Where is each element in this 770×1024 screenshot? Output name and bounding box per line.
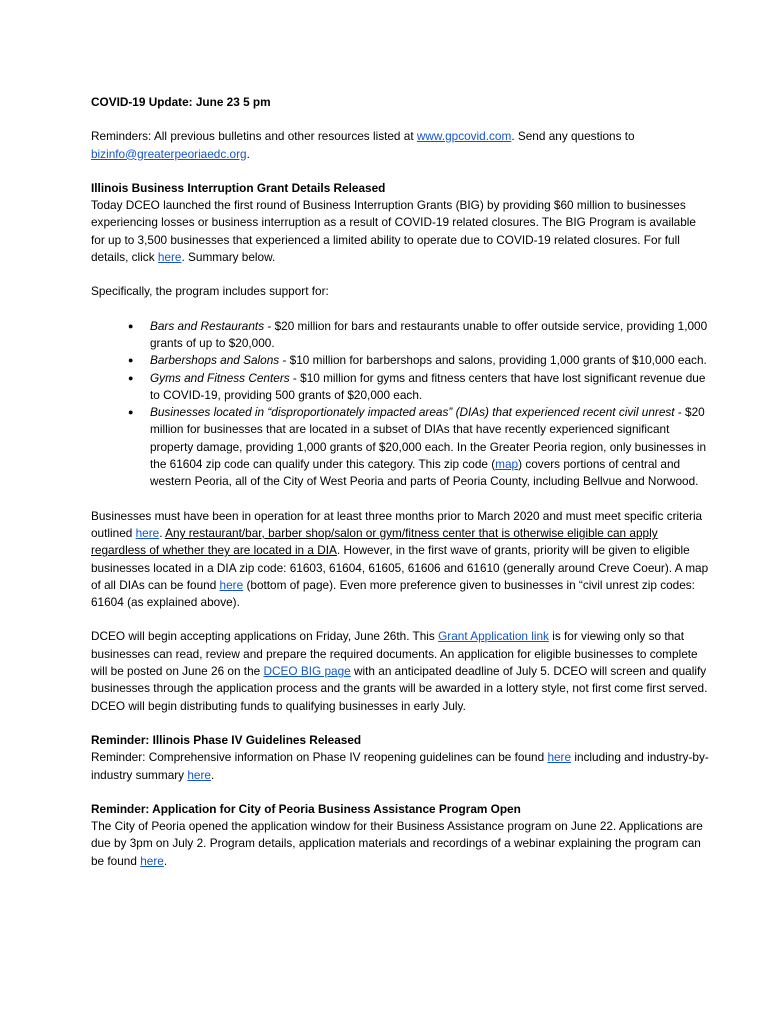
peoria-heading: Reminder: Application for City of Peoria Business Assistance Program Open [91,801,521,816]
big-body-text: Today DCEO launched the first round of Business Interruption Grants (BIG) by providing $60 million to businesses experiencing losses or business interruption as a result of COVID-19 related closures. The BIG Program is available for up to 3,500 businesses that experienced a limited ability to operate due to COVID-19 related closures. For full details, click [91,198,696,265]
eligibility-underlined: Any restaurant/bar, barber shop/salon or gym/fitness center that is otherwise eligible can apply regardless of whether they are located in a DIA [91,525,658,558]
zip-map-link[interactable]: map [495,457,519,472]
phase4-section [91,732,710,784]
applications-paragraph [91,628,710,714]
peoria-text-2: . [163,853,168,868]
eligibility-text-2: . [159,525,166,540]
industry-summary-link[interactable]: here [187,767,211,782]
eligibility-text-4: (bottom of page). Even more preference given to businesses in “civil unrest zip codes: 61604 (as explained above). [91,577,695,610]
phase4-text-2: including and industry-by-industry summary [91,750,709,782]
big-tail-text: . Summary below. [181,250,276,265]
eligibility-text-1: Businesses must have been in operation for at least three months prior to March 2020 and must meet specific criteria outlined [91,508,703,540]
list-item [150,352,710,369]
bullet-text: - $20 million for businesses that are located in a subset of DIAs that have recently experienced significant property damage, providing 1,000 grants of $20,000 each. In the Greater Peoria region, only businesses in the 61604 zip code can qualify under this category. This zip code ( [150,405,707,472]
applications-text-2: is for viewing only so that businesses can read, review and prepare the required documents. An application for eligible businesses to complete will be posted on June 26 on the [91,629,698,679]
eligibility-text-3: . However, in the first wave of grants, priority will be given to eligible businesses located in a DIA zip code: 61603, 61604, 61605, 61606 and 61610 (generally around Creve Coeur). A map of all DIAs can be found [91,543,709,592]
list-item [150,370,710,405]
list-item [150,404,710,490]
bullet-tail: ) covers portions of central and western Peoria, all of the City of West Peoria and parts of Peoria County, including Bellvue and Norwood. [150,457,699,489]
applications-text-1: DCEO will begin accepting applications on Friday, June 26th. This [91,629,439,644]
applications-text-3: with an anticipated deadline of July 5. DCEO will screen and qualify businesses through the application process and the grants will be awarded in a lottery style, not first come first served. DCEO will begin distributing funds to qualifying businesses in early July. [91,664,708,713]
bullet-lead: Barbershops and Salons [150,353,280,368]
reminders-text-3: . [246,146,250,161]
bullet-lead: Bars and Restaurants [150,318,265,333]
phase4-guidelines-link[interactable]: here [547,750,572,765]
big-paragraph [91,197,710,266]
list-item [150,318,710,353]
bulletin-title: COVID-19 Update: June 23 5 pm [91,95,271,109]
criteria-link[interactable]: here [135,525,160,540]
peoria-text-1: The City of Peoria opened the application window for their Business Assistance program on June 22. Applications are due by 3pm on July 2. Program details, application materials and recordings of a webinar explaining the program can be found [91,819,703,868]
bullet-text: - $20 million for bars and restaurants unable to offer outside service, providing 1,000 grants of up to $20,000. [150,318,708,350]
bullet-lead: Businesses located in “disproportionately impacted areas” (DIAs) that experienced recent civil unrest [150,405,675,420]
gpcovid-link[interactable]: www.gpcovid.com [416,129,512,144]
phase4-text-3: . [211,767,215,782]
grant-application-link[interactable]: Grant Application link [438,629,549,644]
peoria-section [91,801,710,870]
phase4-paragraph [91,749,710,784]
reminders-paragraph [91,128,710,163]
bullet-text: - $10 million for barbershops and salons, providing 1,000 grants of $10,000 each. [279,353,707,368]
eligibility-paragraph [91,508,710,612]
phase4-text-1: Reminder: Comprehensive information on Phase IV reopening guidelines can be found [91,750,548,765]
bullet-text: - $10 million for gyms and fitness centers that have lost significant revenue due to COVID-19, providing 500 grants of $20,000 each. [150,370,706,402]
bizinfo-email-link[interactable]: bizinfo@greaterpeoriaedc.org [91,146,247,161]
reminders-text-1: Reminders: All previous bulletins and other resources listed at [91,129,417,144]
peoria-program-link[interactable]: here [140,853,164,868]
reminders-text-2: . Send any questions to [511,129,635,144]
specifically-paragraph: Specifically, the program includes support for: [91,284,329,299]
phase4-heading: Reminder: Illinois Phase IV Guidelines Released [91,732,362,747]
big-heading: Illinois Business Interruption Grant Details Released [91,180,386,195]
dia-map-link[interactable]: here [219,577,244,592]
big-section [91,180,710,266]
big-details-link[interactable]: here [157,250,182,265]
peoria-paragraph [91,818,710,870]
support-list [91,318,710,491]
bullet-lead: Gyms and Fitness Centers [150,370,290,385]
dceo-big-page-link[interactable]: DCEO BIG page [263,664,351,679]
